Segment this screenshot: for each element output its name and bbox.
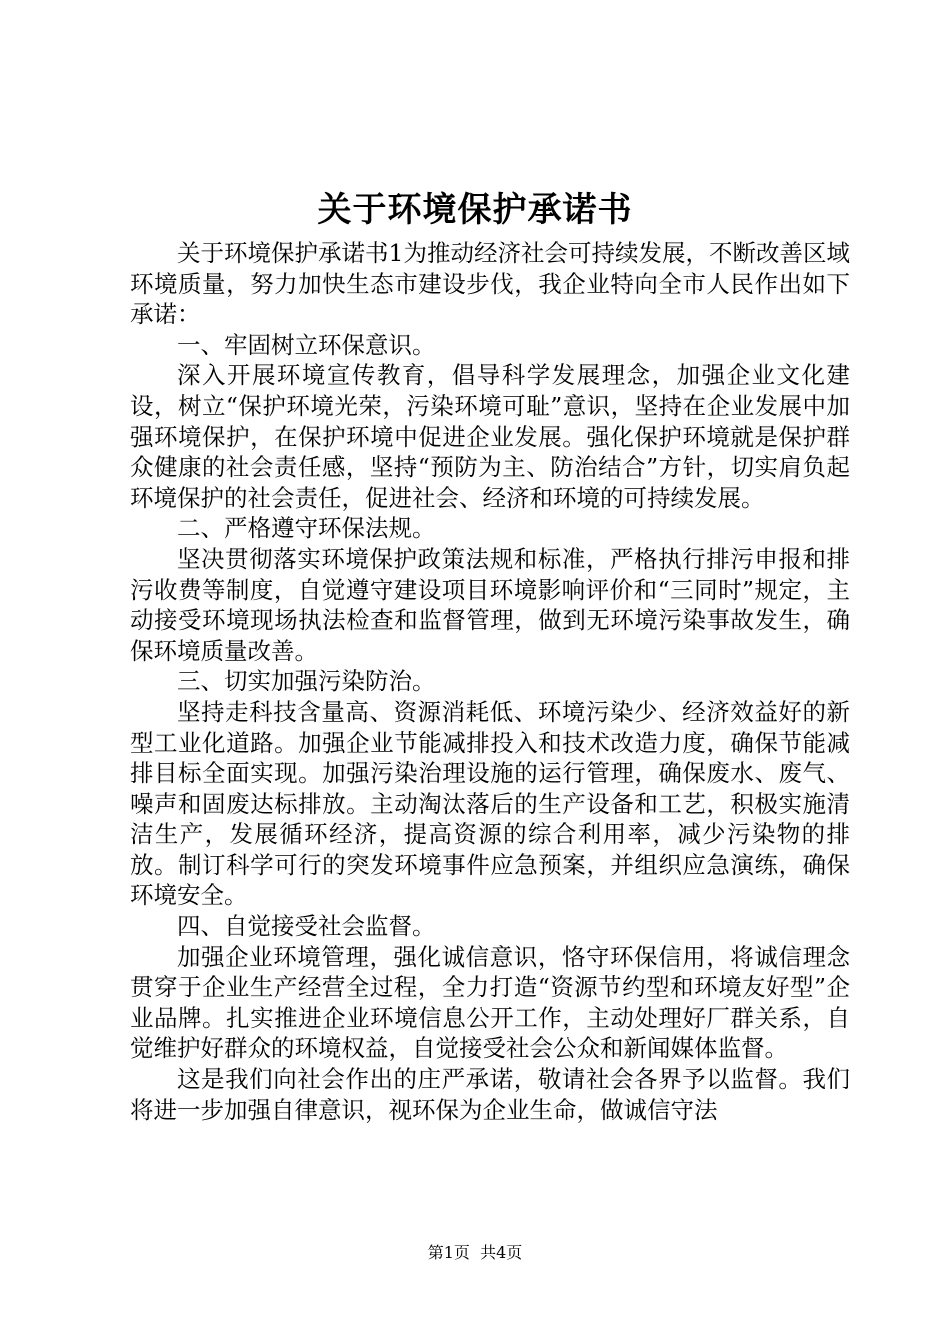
paragraph-intro: 关于环境保护承诺书1为推动经济社会可持续发展，不断改善区域环境质量，努力加快生态市建设步伐，我企业特向全市人民作出如下承诺：	[130, 239, 850, 329]
page-total: 共4页	[480, 1243, 523, 1262]
document-body	[130, 238, 850, 1125]
paragraph-section-1: 深入开展环境宣传教育，倡导科学发展理念，加强企业文化建设，树立“保护环境光荣，污染环境可耻”意识，坚持在企业发展中加强环境保护，在保护环境中促进企业发展。强化保护环境就是保护群众健康的社会责任感，坚持“预防为主、防治结合”方针，切实肩负起环境保护的社会责任，促进社会、经济和环境的可持续发展。	[130, 361, 850, 512]
section-heading-2: 二、严格遵守环保法规。	[177, 514, 436, 543]
section-heading-3: 三、切实加强污染防治。	[177, 667, 436, 696]
page-footer	[0, 1242, 950, 1264]
page-number: 第1页	[427, 1243, 470, 1262]
section-heading-4: 四、自觉接受社会监督。	[177, 912, 436, 941]
paragraph-section-2: 坚决贯彻落实环境保护政策法规和标准，严格执行排污申报和排污收费等制度，自觉遵守建设项目环境影响评价和“三同时”规定，主动接受环境现场执法检查和监督管理，做到无环境污染事故发生，确保环境质量改善。	[130, 544, 850, 665]
paragraph-closing: 这是我们向社会作出的庄严承诺，敬请社会各界予以监督。我们将进一步加强自律意识，视环保为企业生命，做诚信守法	[130, 1065, 850, 1124]
paragraph-section-4: 加强企业环境管理，强化诚信意识，恪守环保信用，将诚信理念贯穿于企业生产经营全过程，全力打造“资源节约型和环境友好型”企业品牌。扎实推进企业环境信息公开工作，主动处理好厂群关系，自觉维护好群众的环境权益，自觉接受社会公众和新闻媒体监督。	[130, 942, 850, 1063]
paragraph-section-3: 坚持走科技含量高、资源消耗低、环境污染少、经济效益好的新型工业化道路。加强企业节能减排投入和技术改造力度，确保节能减排目标全面实现。加强污染治理设施的运行管理，确保废水、废气、噪声和固废达标排放。主动淘汰落后的生产设备和工艺，积极实施清洁生产，发展循环经济，提高资源的综合利用率，减少污染物的排放。制订科学可行的突发环境事件应急预案，并组织应急演练，确保环境安全。	[130, 697, 850, 910]
section-heading-1: 一、牢固树立环保意识。	[177, 330, 436, 359]
footer-spacer	[470, 1243, 480, 1262]
document-title: 关于环境保护承诺书	[317, 190, 633, 230]
